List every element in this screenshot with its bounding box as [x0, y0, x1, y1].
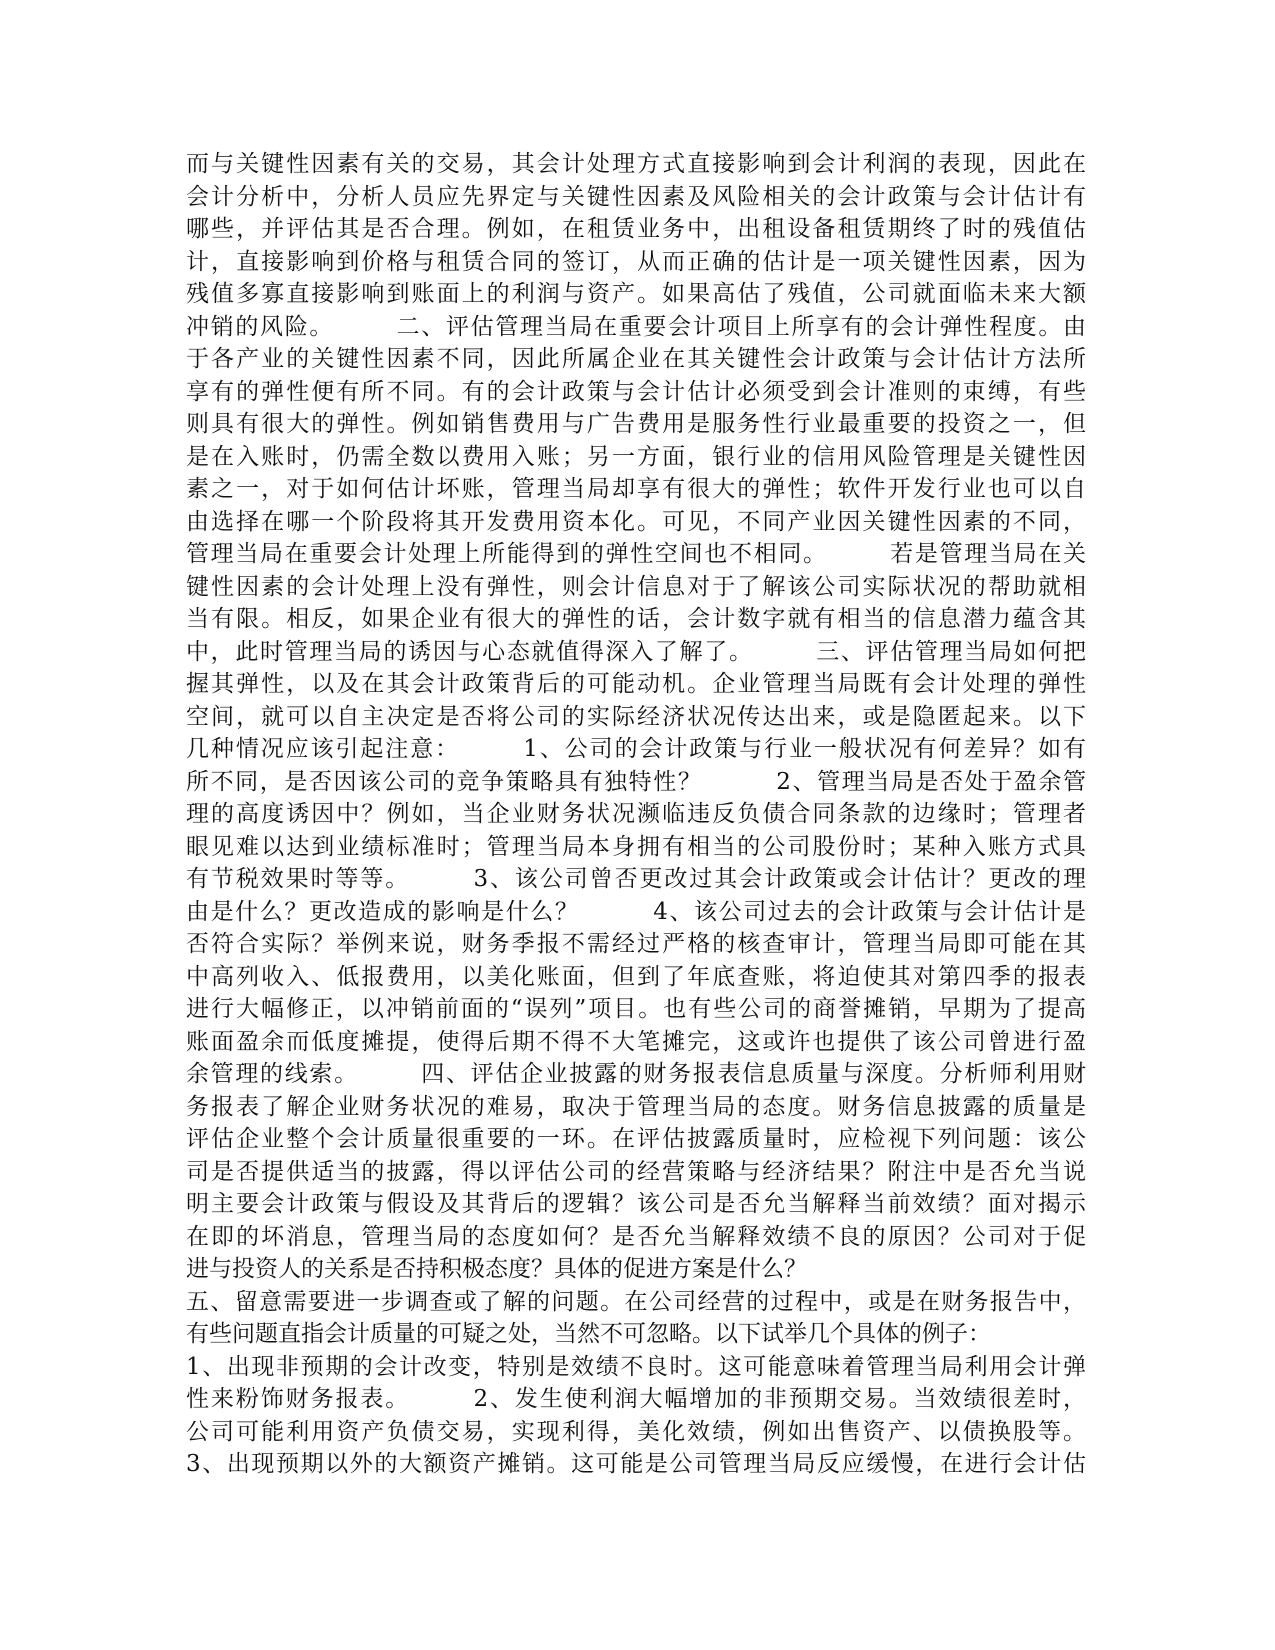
- text-line: 享有的弹性便有所不同。有的会计政策与会计估计必须受到会计准则的束缚，有些: [186, 378, 1086, 405]
- text-line: 所不同，是否因该公司的竞争策略具有独特性？ 2、管理当局是否处于盈余管: [186, 768, 1086, 795]
- text-line: 于各产业的关键性因素不同，因此所属企业在其关键性会计政策与会计估计方法所: [186, 346, 1086, 372]
- text-line: 否符合实际？举例来说，财务季报不需经过严格的核查审计，管理当局即可能在其: [186, 931, 1086, 957]
- text-line: 键性因素的会计处理上没有弹性，则会计信息对于了解该公司实际状况的帮助就相: [186, 573, 1086, 600]
- text-line: 务报表了解企业财务状况的难易，取决于管理当局的态度。财务信息披露的质量是: [186, 1093, 1086, 1120]
- text-line: 五、留意需要进一步调查或了解的问题。在公司经营的过程中，或是在财务报告中，: [186, 1288, 1086, 1315]
- text-line: 中，此时管理当局的诱因与心态就值得深入了解了。 三、评估管理当局如何把: [186, 638, 1086, 665]
- text-line: 由是什么？更改造成的影响是什么？ 4、该公司过去的会计政策与会计估计是: [186, 898, 1086, 925]
- text-line: 素之一，对于如何估计坏账，管理当局却享有很大的弹性；软件开发行业也可以自: [186, 476, 1086, 502]
- text-line: 由选择在哪一个阶段将其开发费用资本化。可见，不同产业因关键性因素的不同，: [186, 508, 1086, 535]
- text-line: 性来粉饰财务报表。 2、发生使利润大幅增加的非预期交易。当效绩很差时，: [186, 1386, 1086, 1412]
- text-line: 残值多寡直接影响到账面上的利润与资产。如果高估了残值，公司就面临未来大额: [186, 281, 1086, 307]
- text-line: 公司可能利用资产负债交易，实现利得，美化效绩，例如出售资产、以债换股等。: [186, 1418, 1086, 1445]
- text-line: 账面盈余而低度摊提，使得后期不得不大笔摊完，这或许也提供了该公司曾进行盈: [186, 1028, 1086, 1055]
- text-line: 明主要会计政策与假设及其背后的逻辑？该公司是否允当解释当前效绩？面对揭示: [186, 1191, 1086, 1217]
- text-line: 眼见难以达到业绩标准时；管理当局本身拥有相当的公司股份时；某种入账方式具: [186, 833, 1086, 860]
- text-line: 进与投资人的关系是否持积极态度？具体的促进方案是什么？: [186, 1256, 807, 1282]
- text-line: 而与关键性因素有关的交易，其会计处理方式直接影响到会计利润的表现，因此在: [186, 151, 1086, 177]
- text-line: 有些问题直指会计质量的可疑之处，当然不可忽略。以下试举几个具体的例子：: [186, 1321, 991, 1347]
- text-line: 握其弹性，以及在其会计政策背后的可能动机。企业管理当局既有会计处理的弹性: [186, 671, 1086, 697]
- text-line: 1、出现非预期的会计改变，特别是效绩不良时。这可能意味着管理当局利用会计弹: [186, 1353, 1086, 1380]
- text-line: 当有限。相反，如果企业有很大的弹性的话，会计数字就有相当的信息潜力蕴含其: [186, 606, 1086, 632]
- text-line: 计，直接影响到价格与租赁合同的签订，从而正确的估计是一项关键性因素，因为: [186, 248, 1086, 275]
- body-text: [186, 148, 1086, 1481]
- text-line: 在即的坏消息，管理当局的态度如何？是否允当解释效绩不良的原因？公司对于促: [186, 1223, 1086, 1250]
- text-line: 中高列收入、低报费用，以美化账面，但到了年底查账，将迫使其对第四季的报表: [186, 963, 1086, 990]
- text-line: 理的高度诱因中？例如，当企业财务状况濒临违反负债合同条款的边缘时；管理者: [186, 801, 1086, 827]
- text-line: 余管理的线索。 四、评估企业披露的财务报表信息质量与深度。分析师利用财: [186, 1061, 1086, 1087]
- text-line: 有节税效果时等等。 3、该公司曾否更改过其会计政策或会计估计？更改的理: [186, 866, 1086, 892]
- text-line: 司是否提供适当的披露，得以评估公司的经营策略与经济结果？附注中是否允当说: [186, 1158, 1086, 1185]
- text-line: 哪些，并评估其是否合理。例如，在租赁业务中，出租设备租赁期终了时的残值估: [186, 216, 1086, 242]
- text-line: 几种情况应该引起注意： 1、公司的会计政策与行业一般状况有何差异？如有: [186, 736, 1086, 762]
- text-line: 评估企业整个会计质量很重要的一环。在评估披露质量时，应检视下列问题：该公: [186, 1126, 1086, 1152]
- text-line: 会计分析中，分析人员应先界定与关键性因素及风险相关的会计政策与会计估计有: [186, 183, 1086, 210]
- text-line: 是在入账时，仍需全数以费用入账；另一方面，银行业的信用风险管理是关键性因: [186, 443, 1086, 470]
- text-line: 空间，就可以自主决定是否将公司的实际经济状况传达出来，或是隐匿起来。以下: [186, 703, 1086, 730]
- text-line: 3、出现预期以外的大额资产摊销。这可能是公司管理当局反应缓慢，在进行会计估: [186, 1451, 1086, 1477]
- text-line: 管理当局在重要会计处理上所能得到的弹性空间也不相同。 若是管理当局在关: [186, 541, 1086, 567]
- text-line: 冲销的风险。 二、评估管理当局在重要会计项目上所享有的会计弹性程度。由: [186, 313, 1086, 340]
- text-line: 则具有很大的弹性。例如销售费用与广告费用是服务性行业最重要的投资之一，但: [186, 411, 1086, 437]
- text-line: 进行大幅修正，以冲销前面的“误列”项目。也有些公司的商誉摊销，早期为了提高: [186, 996, 1086, 1022]
